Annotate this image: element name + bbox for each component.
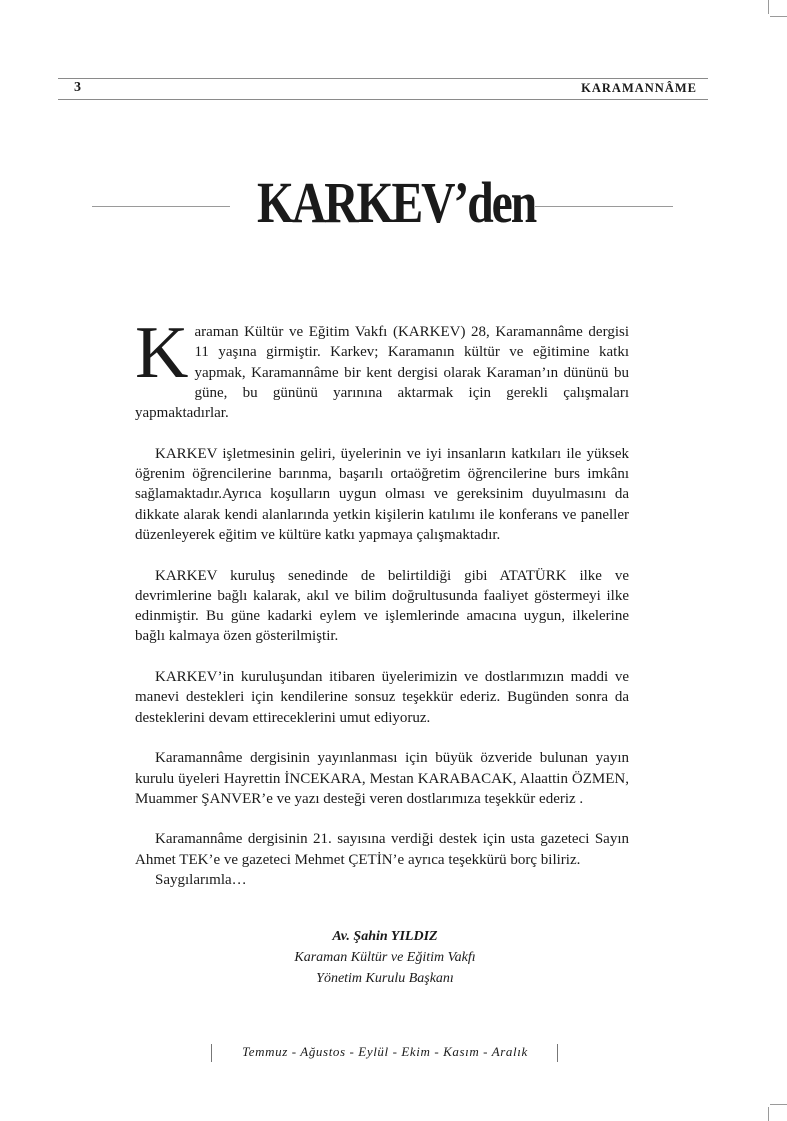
title-rule-left [92, 206, 230, 207]
crop-mark [768, 1107, 769, 1121]
header-rule-top [58, 78, 708, 79]
article-body [135, 312, 629, 890]
footer-issue-months: Temmuz - Ağustos - Eylül - Ekim - Kasım - Aralık [242, 1044, 528, 1059]
paragraph-2: KARKEV işletmesinin geliri, üyelerinin ve iyi insanların katkıları ile yüksek öğrenim öğrencilerine barınma, başarılı ortaöğretim öğrencilerine burs imkânı sağlamaktadır.Ayrıca koşulların uygun olması ve gereksinim duyulmasını da dikkate alarak kendi alanlarında yetkin kişilerin katılımı ile konferans ve paneller düzenleyerek eğitim ve kültüre katkı yapmaya çalışmaktadır. [135, 445, 629, 543]
paragraph-1 [135, 312, 629, 423]
paragraph-6: Karamannâme dergisinin 21. sayısına verdiği destek için usta gazeteci Sayın Ahmet TEK’e ve gazeteci Mehmet ÇETİN’e ayrıca teşekkürü borç biliriz. [135, 831, 629, 868]
footer-divider-left [211, 1044, 212, 1062]
paragraph-4: KARKEV’in kuruluşundan itibaren üyelerimizin ve dostlarımızın maddi ve manevi destekleri için kendilerine sonsuz teşekkür ederiz. Bugünden sonra da desteklerini devam ettireceklerini umut ediyoruz. [135, 669, 629, 726]
paragraph-5: Karamannâme dergisinin yayınlanması için büyük özveride bulunan yayın kurulu üyeleri Hayrettin İNCEKARA, Mestan KARABACAK, Alaattin ÖZMEN, Muammer ŞANVER’e ve yazı desteği veren dostlarımıza teşekkür ederiz . [135, 750, 629, 807]
signatory-organization: Karaman Kültür ve Eğitim Vakfı [294, 950, 476, 965]
crop-mark [770, 16, 787, 17]
signatory-name: Av. Şahin YILDIZ [332, 929, 438, 944]
crop-mark [768, 0, 769, 14]
footer-divider-right [557, 1044, 558, 1062]
signature-block [190, 926, 580, 989]
signatory-role: Yönetim Kurulu Başkanı [316, 971, 454, 986]
magazine-name: KARAMANNÂME [581, 81, 697, 95]
drop-cap: K [135, 312, 189, 394]
paragraph-3: KARKEV kuruluş senedinde de belirtildiği gibi ATATÜRK ilke ve devrimlerine bağlı kalarak, akıl ve bilim doğrultusunda faaliyet göstermeyi ilke edinmiştir. Bu güne kadarki eylem ve işlemlerinde amacına uygun, ilkelerine bağlı kalmaya özen gösterilmiştir. [135, 567, 629, 645]
page-number: 3 [74, 80, 81, 95]
title-rule-right [535, 206, 673, 207]
paragraph-1-text: araman Kültür ve Eğitim Vakfı (KARKEV) 28, Karamannâme dergisi 11 yaşına girmiştir. Karkev; Karamanın kültür ve eğitimine katkı yapmak, Karamannâme bir kent dergisi olarak Karaman’ın dününü bu güne, bu gününü yarınına aktarmak için gerekli çalışmaları yapmaktadırlar. [135, 324, 629, 422]
article-title: KARKEV’den [257, 170, 536, 235]
header-rule-bottom [58, 99, 708, 100]
crop-mark [770, 1104, 787, 1105]
closing-line: Saygılarımla… [155, 872, 247, 889]
